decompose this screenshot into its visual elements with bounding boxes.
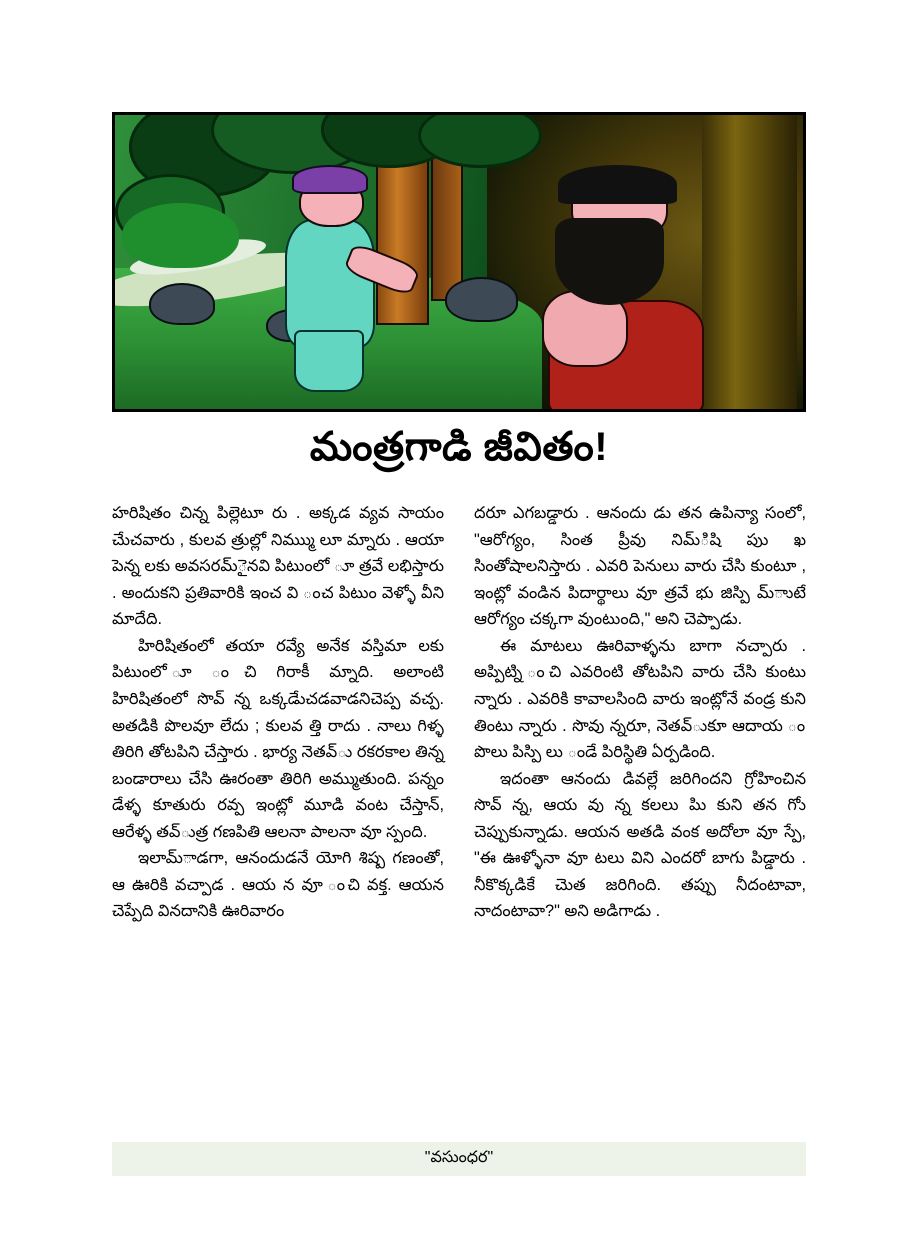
tree-trunk-secondary (431, 156, 463, 301)
paragraph: ఇదంతా ఆనందు డివల్లే జరిగిందని గ్రోహించిన సొవ్ న్న, ఆయ వు న్న కలలు పిు కుని తన గోు చెప్పుకున్నాడు. ఆయన అతడి వంక అదోలా వూ స్పే, "ఈ ఊళ్ళోనా వూ టలు విని ఎందరో బాగు పిడ్డారు . నీకొక్కడికే చెుత జరిగింది. తప్పు నీదంటావా, నాదంటావా?" అని అడిగాడు . (474, 769, 806, 921)
text-column-left (112, 500, 444, 925)
boy-cap (292, 165, 369, 194)
paragraph: దరూ ఎగబడ్డారు . ఆనందు డు తన ఉపిన్యా సంలో, "ఆరోగ్యం, సింత ప్రీవు నిమ్ిషి పుు ఖ సింతోషాలనిస్తారు . ఎవరి పెనులు వారు చేసి కుంటూ , ఇంట్లో వండిన పిదార్థాలు వూ త్రవే భు జిస్పి మ్ాుటే ఆరోగ్యం చక్కగా వుంటుంది," అని చెప్పాడు. (474, 504, 806, 629)
rock (445, 277, 518, 322)
paragraph: హిరిషితంలో తయా రవ్యే అనేక వస్తిమా లకు పిటుంలో ూ ంచి గిరాకీ మ్నాది. అలాంటి హిరిషితంలో సొవ్ న్న ఒక్కడేుచడవాడనిచెప్ప వచ్ప. అతడికి పొలవూ లేదు ; కులవ త్తి రాదు . నాలు గిళ్ళ తిరిగి తోటపిని చేస్తారు . భార్య నెతవ్ు రకరకాల తిన్న బండారాలు చేసి ఊరంతా తిరిగి అమ్ముతుంది. పన్నం డేళ్ళ కూతురు రవ్ప ఇంట్లో మూడి వంట చేస్తాన్, ఆరేళ్ళ తవ్ుత్ర గణపితి ఆలనా పాలనా వూ స్పంది. (112, 636, 444, 841)
paragraph: ఇలామ్ాడగా, ఆనందుడనే యోగి శిష్ప గణంతో, ఆ ఊరికి వచ్పాడ . ఆయ న వూ ంచి వక్త. ఆయన చెప్పేది వినదానికి ఊరివారం (112, 849, 444, 921)
boy-tunic (285, 219, 376, 348)
bush (122, 203, 239, 268)
sage-figure (542, 165, 707, 406)
story-illustration (112, 112, 806, 412)
sage-beard (555, 218, 664, 305)
text-column-right (474, 500, 806, 925)
illustration-canvas (115, 115, 803, 409)
article-body (112, 500, 806, 1130)
author-signature: "వసుంధర" (424, 1149, 494, 1166)
page-title: మంత్రగాడి జీవితం! (309, 425, 609, 469)
sage-hair (558, 165, 677, 204)
rock (149, 283, 215, 325)
boy-figure (273, 165, 390, 388)
large-tree-trunk (702, 115, 797, 409)
paragraph: హరిషితం చిన్న పిల్లెటూ రు . అక్కడ వ్యవ సాయం చేుచవారు , కులవ త్రుల్లో నిమ్ముు లూ మ్నారు . ఆయా పెన్న లకు అవసరమ్ైనవి పిటుంలో ూ త్రవే లభిస్తారు . అందుకని ప్రతివారికి ఇంచ వి ంచ పిటుం వెళ్ళో వీని మాదేది. (112, 504, 444, 629)
footer-band (112, 1142, 806, 1176)
boy-legs (294, 330, 363, 392)
page-top-rule (112, 104, 806, 105)
paragraph: ఈ మాటలు ఊరివాళ్ళను బాగా నచ్పారు . అప్పిట్ని ంచి ఎవరింటి తోటపిని వారు చేసి కుంటు న్నారు . ఎవరికి కావాలసింది వారు ఇంట్లోనే వండ్ర కుని తింటు న్నారు . సొవు న్నరూ, నెతవ్ుకూ ఆదాయ ం పొలు పిస్పి లు ండే పిరిస్థితి ఏర్పడింది. (474, 636, 806, 762)
